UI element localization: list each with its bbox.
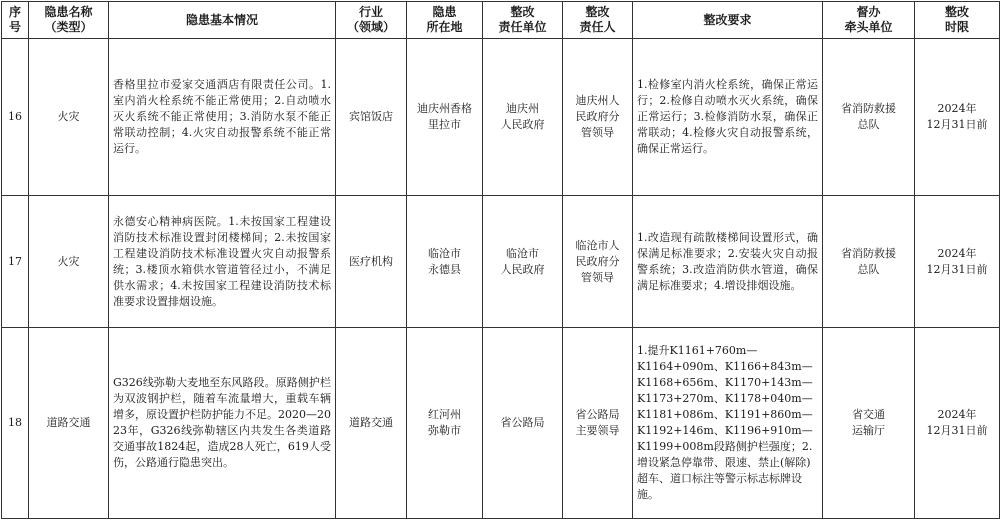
header-name: 隐患名称 （类型） bbox=[29, 2, 109, 39]
table-row bbox=[2, 196, 1000, 328]
cell-location: 红河州 弥勒市 bbox=[407, 328, 483, 519]
header-supervisor: 督办 牵头单位 bbox=[823, 2, 915, 39]
cell-industry: 医疗机构 bbox=[336, 196, 407, 328]
cell-industry: 宾馆饭店 bbox=[336, 39, 407, 196]
cell-requirement: 1.改造现有疏散楼梯间设置形式，确保满足标准要求；2.安装火灾自动报警系统；3.改造消防供水管道，确保满足标准要求；4.增设排烟设施。 bbox=[633, 196, 823, 328]
header-situation: 隐患基本情况 bbox=[109, 2, 336, 39]
cell-situation: 永德安心精神病医院。1.未按国家工程建设消防技术标准设置封闭楼梯间；2.未按国家工程建设消防技术标准设置火灾自动报警系统；3.楼顶水箱供水管道管径过小，不满足供水需求；4.未按国家工程建设消防技术标准要求设置排烟设施。 bbox=[109, 196, 336, 328]
cell-situation: 香格里拉市爱家交通酒店有限责任公司。1.室内消火栓系统不能正常使用；2.自动喷水灭火系统不能正常使用；3.消防水泵不能正常联动控制；4.火灾自动报警系统不能正常运行。 bbox=[109, 39, 336, 196]
cell-seq: 18 bbox=[2, 328, 29, 519]
header-industry: 行业 （领域） bbox=[336, 2, 407, 39]
cell-seq: 16 bbox=[2, 39, 29, 196]
cell-deadline: 2024年 12月31日前 bbox=[915, 328, 1000, 519]
header-requirement: 整改要求 bbox=[633, 2, 823, 39]
header-location: 隐患 所在地 bbox=[407, 2, 483, 39]
cell-situation: G326线弥勒大麦地至东风路段。原路侧护栏为双波钢护栏，随着车流量增大，重载车辆增多，原设置护栏防护能力不足。2020—2023年，G326线弥勒辖区内共发生各类道路交通事故1824起，造成28人死亡，619人受伤，公路通行隐患突出。 bbox=[109, 328, 336, 519]
hazard-table bbox=[1, 1, 1000, 519]
cell-unit: 省公路局 bbox=[483, 328, 563, 519]
cell-person: 临沧市人 民政府分 管领导 bbox=[563, 196, 633, 328]
cell-name: 火灾 bbox=[29, 39, 109, 196]
cell-unit: 临沧市 人民政府 bbox=[483, 196, 563, 328]
cell-deadline: 2024年 12月31日前 bbox=[915, 196, 1000, 328]
cell-supervisor: 省消防救援 总队 bbox=[823, 196, 915, 328]
cell-person: 迪庆州人 民政府分 管领导 bbox=[563, 39, 633, 196]
table-row bbox=[2, 328, 1000, 519]
cell-requirement: 1.检修室内消火栓系统，确保正常运行；2.检修自动喷水灭火系统，确保正常运行；3.检修消防水泵，确保正常联动；4.检修火灾自动报警系统，确保正常运行。 bbox=[633, 39, 823, 196]
cell-location: 临沧市 永德县 bbox=[407, 196, 483, 328]
header-person: 整改 责任人 bbox=[563, 2, 633, 39]
table-header-row bbox=[2, 2, 1000, 39]
cell-industry: 道路交通 bbox=[336, 328, 407, 519]
table-row bbox=[2, 39, 1000, 196]
cell-deadline: 2024年 12月31日前 bbox=[915, 39, 1000, 196]
cell-name: 道路交通 bbox=[29, 328, 109, 519]
cell-unit: 迪庆州 人民政府 bbox=[483, 39, 563, 196]
cell-seq: 17 bbox=[2, 196, 29, 328]
cell-supervisor: 省交通 运输厅 bbox=[823, 328, 915, 519]
cell-location: 迪庆州香格 里拉市 bbox=[407, 39, 483, 196]
cell-person: 省公路局 主要领导 bbox=[563, 328, 633, 519]
header-unit: 整改 责任单位 bbox=[483, 2, 563, 39]
header-seq: 序 号 bbox=[2, 2, 29, 39]
cell-supervisor: 省消防救援 总队 bbox=[823, 39, 915, 196]
header-deadline: 整改 时限 bbox=[915, 2, 1000, 39]
cell-name: 火灾 bbox=[29, 196, 109, 328]
cell-requirement: 1.提升K1161+760m— K1164+090m、K1166+843m— K1168+656m、K1170+143m— K1173+270m、K1178+040m— K1181+086m、K1191+860m— K1192+146m、K1196+910m— K1199+008m段路侧护栏强度；2.增设紧急停靠带、限速、禁止(解除)超车、道口标注等警示标志标牌设施。 bbox=[633, 328, 823, 519]
